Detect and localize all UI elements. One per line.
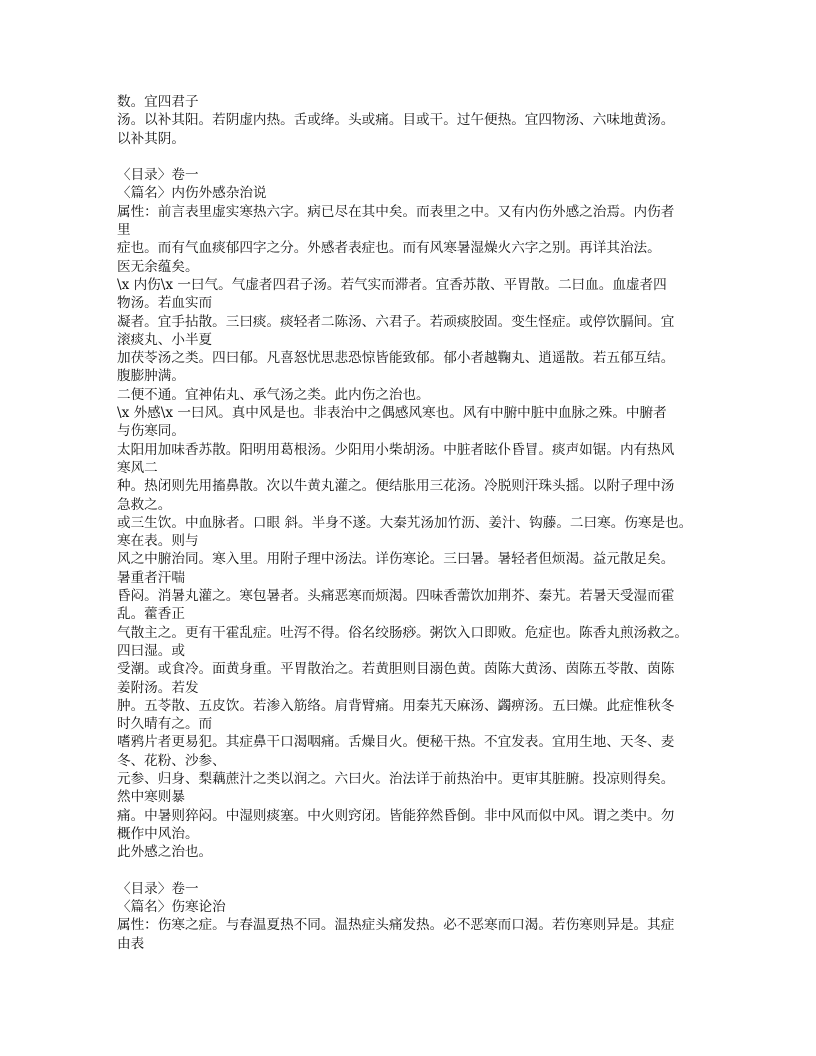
text-line: 种。热闭则先用搐鼻散。次以牛黄丸灌之。便结胀用三花汤。冷脱则汗珠头摇。以附子理中汤 [117,478,675,495]
text-line: 姜附汤。若发 [117,679,199,696]
text-line: 肿。五苓散、五皮饮。若渗入筋络。肩背臂痛。用秦艽天麻汤、蠲痹汤。五曰燥。此症惟秋冬 [117,697,675,714]
text-line: 腹膨肿满。 [117,368,185,385]
catalog-heading: 〈篇名〉伤寒论治 [117,899,226,916]
blank-line [117,148,717,166]
text-line: 或三生饮。中血脉者。口眼 斜。半身不遂。大秦艽汤加竹沥、姜汁、钩藤。二曰寒。伤寒是也。 [117,514,693,531]
chapter-title: 〈篇名〉内伤外感杂治说 [117,185,267,202]
text-line: 时久晴有之。而 [117,716,213,733]
text-line: 与伤寒同。 [117,423,185,440]
text-line: 由表 [117,935,145,952]
text-line [117,953,717,971]
text-line: 寒风二 [117,459,158,476]
document-page [117,93,717,971]
chapter-title: 属性：伤寒之症。与春温夏热不同。温热症头痛发热。必不恶寒而口渴。若伤寒则异是。其症 [117,917,675,934]
text-line: 汤。以补其阳。若阴虚内热。舌或绛。头或痛。目或干。过午便热。宜四物汤、六味地黄汤。 [117,112,675,129]
text-line: 医无余蕴矣。 [117,258,199,275]
text-line: \x 外感\x 一曰风。真中风是也。非表治中之偶感风寒也。风有中腑中脏中血脉之殊。中腑者 [117,405,667,422]
blank-line: 〈目录〉卷一 [117,880,199,897]
catalog-heading: 〈目录〉卷一 [117,167,199,184]
text-line: 属性：前言表里虚实寒热六字。病已尽在其中矣。而表里之中。又有内伤外感之治焉。内伤者 [117,203,675,220]
text-line: 然中寒则暴 [117,789,185,806]
text-line: 寒在表。则与 [117,533,199,550]
text-line: 冬、花粉、沙参、 [117,752,226,769]
text-line: \x 内伤\x 一曰气。气虚者四君子汤。若气实而滞者。宜香苏散、平胃散。二曰血。血虚者四 [117,276,667,293]
text-line: 受潮。或食冷。面黄身重。平胃散治之。若黄胆则目溺色黄。茵陈大黄汤、茵陈五苓散、茵陈 [117,661,675,678]
text-line: 元参、归身、梨藕蔗汁之类以润之。六曰火。治法详于前热治中。更审其脏腑。投凉则得矣。 [117,770,675,787]
text-line: 数。宜四君子 [117,94,199,110]
text-line: 嗜鸦片者更易犯。其症鼻干口渴咽痛。舌燥目火。便秘干热。不宜发表。宜用生地、天冬、麦 [117,734,675,751]
text-line: 痛。中暑则猝闷。中湿则痰塞。中火则窍闭。皆能猝然昏倒。非中风而似中风。谓之类中。勿 [117,807,675,824]
text-line: 里 [117,222,131,239]
text-line: 加茯苓汤之类。四曰郁。凡喜怒忧思悲恐惊皆能致郁。郁小者越鞠丸、逍遥散。若五郁互结。 [117,350,675,367]
text-line: 昏闷。消暑丸灌之。寒包暑者。头痛恶寒而烦渴。四味香薷饮加荆芥、秦艽。若暑天受湿而霍 [117,588,675,605]
text-line: 暑重者汗喘 [117,569,185,586]
text-line: 四曰湿。或 [117,642,185,659]
text-line: 急救之。 [117,496,172,513]
text-line: 以补其阴。 [117,130,185,147]
text-line: 气散主之。更有干霍乱症。吐泻不得。俗名绞肠痧。粥饮入口即败。危症也。陈香丸煎汤救之。 [117,624,688,641]
text-line: 滚痰丸、小半夏 [117,331,213,348]
text-line [117,861,717,879]
text-line: 症也。而有气血痰郁四字之分。外感者表症也。而有风寒暑湿燥火六字之别。再详其治法。 [117,240,661,257]
text-line: 乱。藿香正 [117,606,185,623]
text-line: 太阳用加味香苏散。阳明用葛根汤。少阳用小柴胡汤。中脏者眩仆昏冒。痰声如锯。内有热风 [117,441,675,458]
text-line: 凝者。宜手拈散。三曰痰。痰轻者二陈汤、六君子。若顽痰胶固。变生怪症。或停饮膈间。宜 [117,313,675,330]
text-line: 风之中腑治同。寒入里。用附子理中汤法。详伤寒论。三曰暑。暑轻者但烦渴。益元散足矣。 [117,551,675,568]
text-line: 概作中风治。 [117,825,199,842]
text-line: 此外感之治也。 [117,844,213,861]
text-line: 二便不通。宜神佑丸、承气汤之类。此内伤之治也。 [117,386,430,403]
text-line: 物汤。若血实而 [117,295,213,312]
